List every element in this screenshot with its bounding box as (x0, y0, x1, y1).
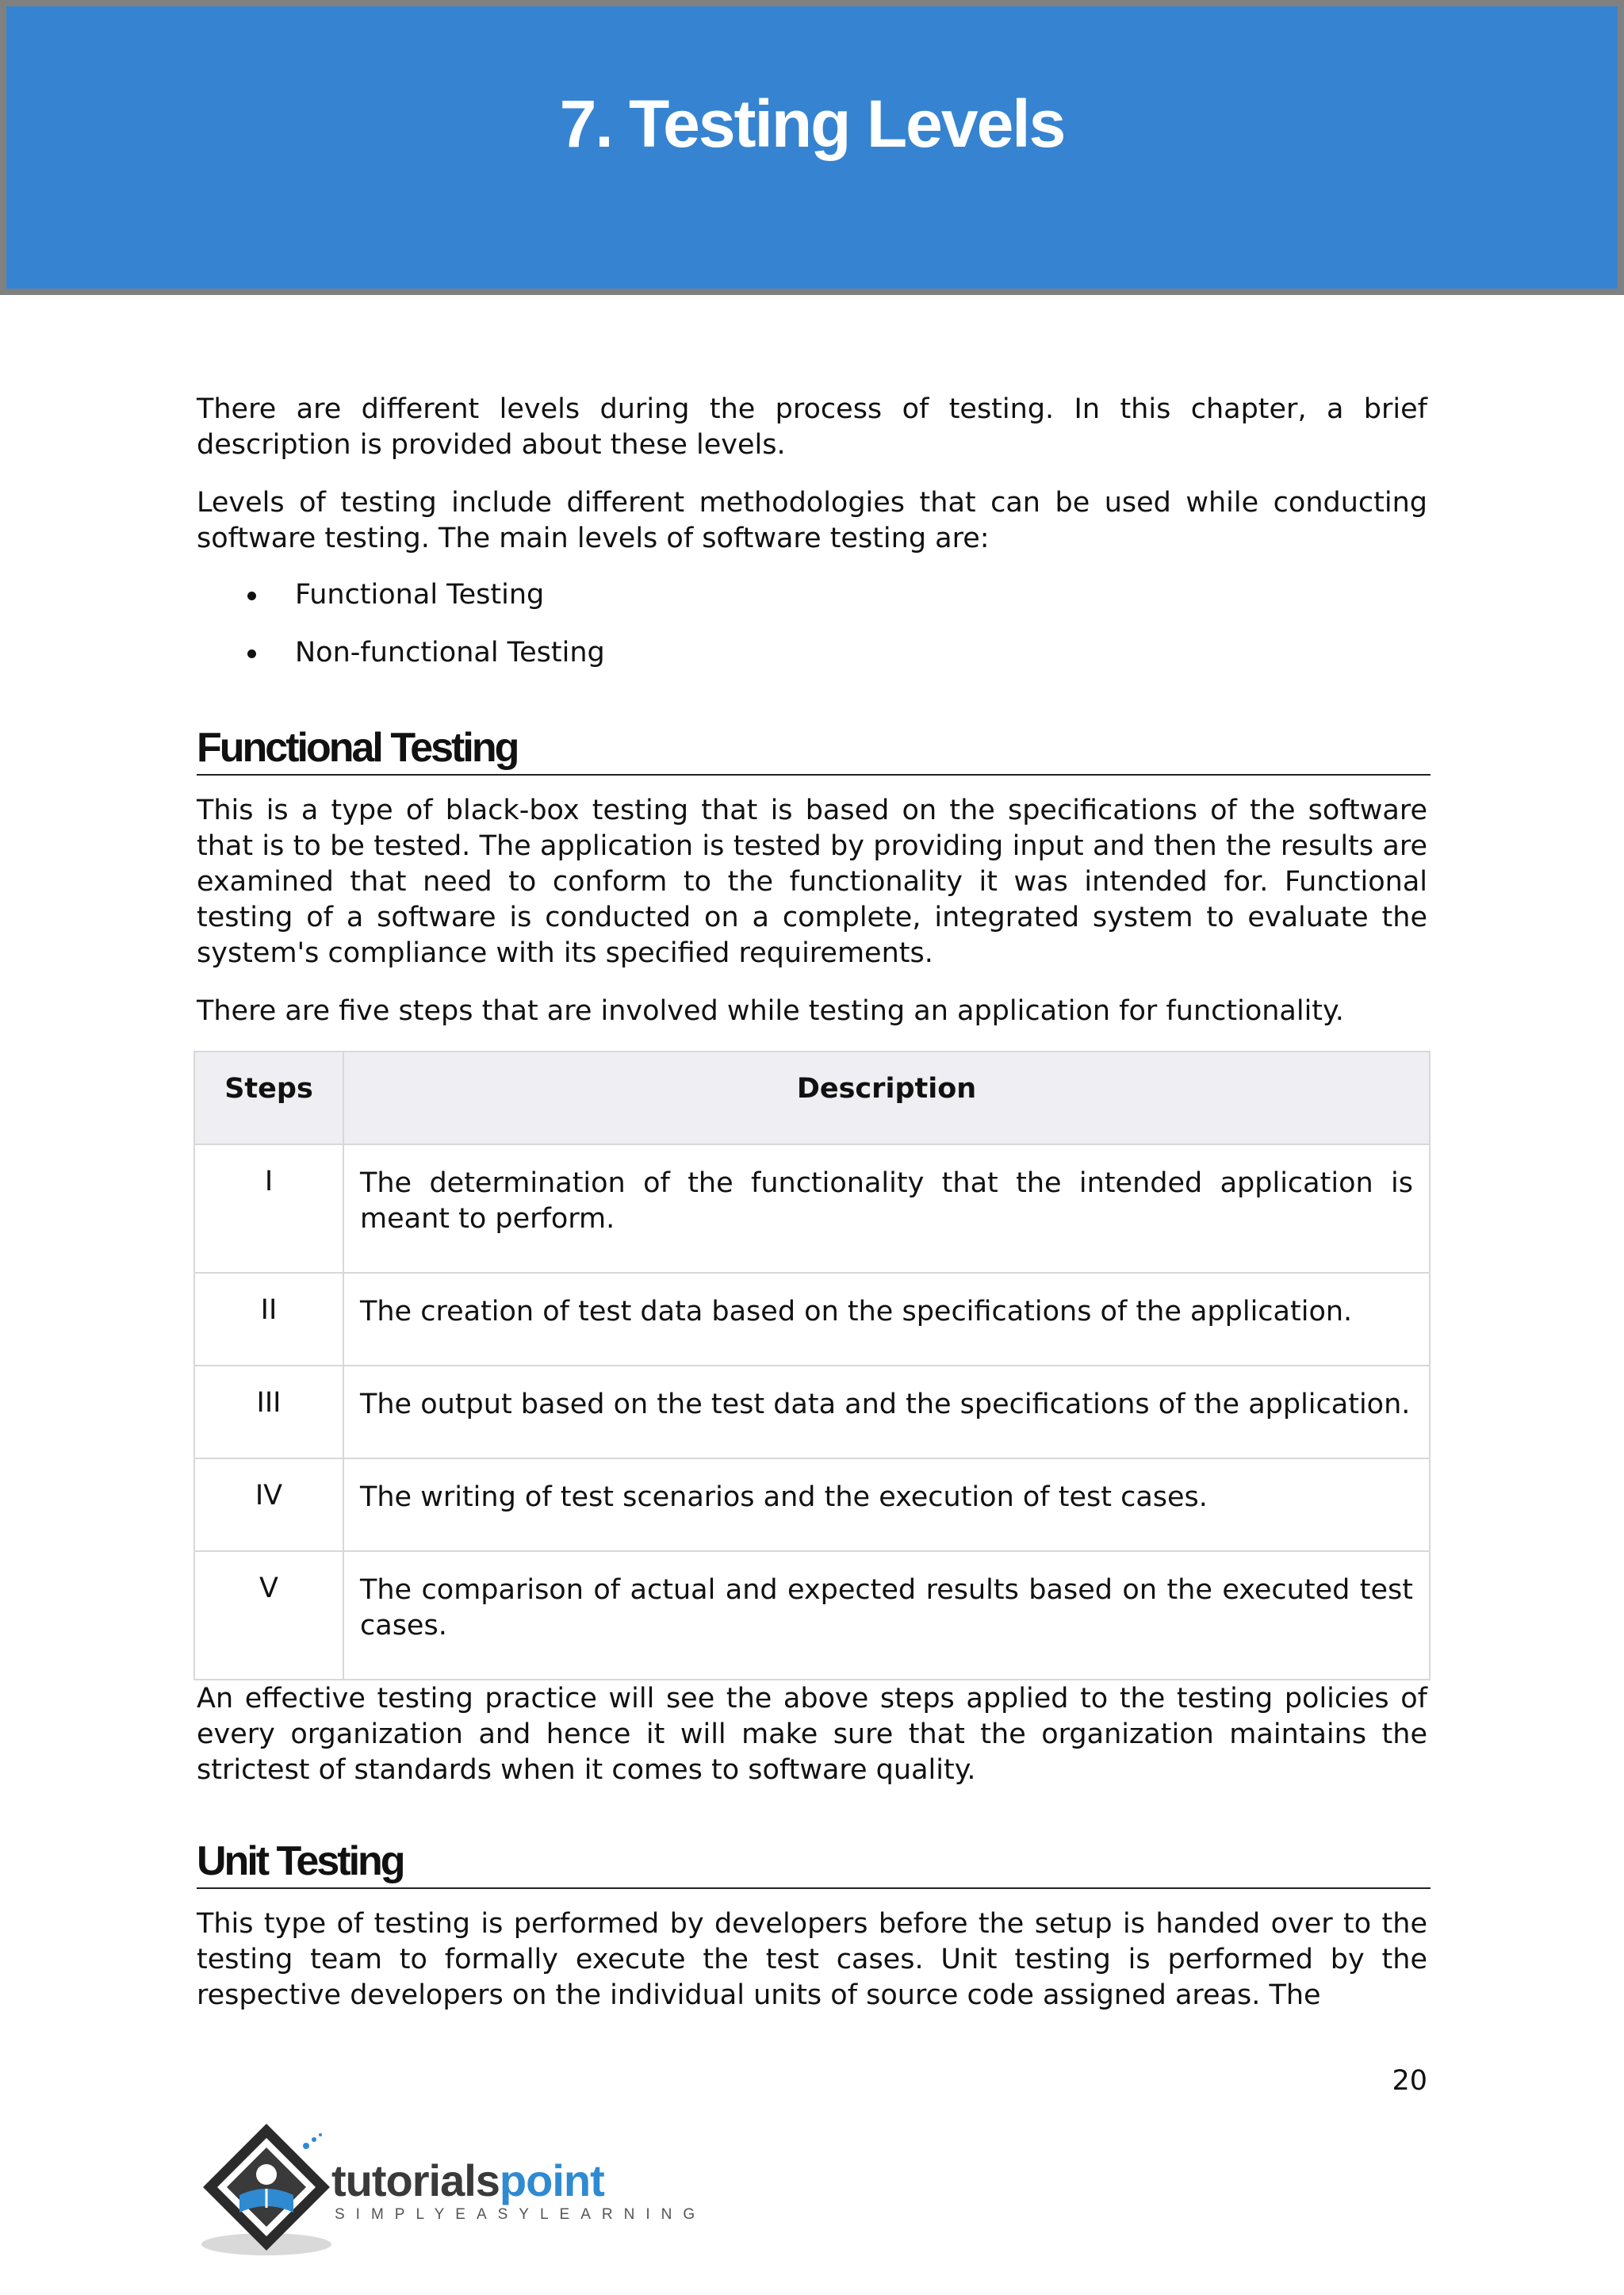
unit-paragraph-1: This type of testing is performed by developers before the setup is handed over to the testing team to formally execute the test cases. Unit testing is performed by the respective developers on the individual units of source code assigned areas. The (197, 1908, 1427, 2011)
logo-emblem-icon (195, 2119, 338, 2262)
step-description: The writing of test scenarios and the execution of test cases. (343, 1458, 1430, 1551)
step-number: II (194, 1273, 343, 1366)
table-header-row (194, 1052, 1430, 1144)
column-header-steps: Steps (194, 1052, 343, 1144)
tutorialspoint-logo (195, 2119, 707, 2262)
functional-paragraph-1: This is a type of black-box testing that is based on the specifications of the software that is to be tested. The application is tested by providing input and then the results are examined that need to conform to the functionality it was intended for. Functional testing of a software is conducted on a complete, integrated system to evaluate the system's compliance with its specified requirements. (197, 795, 1427, 969)
list-item: Functional Testing (197, 577, 605, 635)
step-number: I (194, 1144, 343, 1273)
functional-steps-table (193, 1051, 1431, 1680)
table-row (194, 1144, 1430, 1273)
intro-paragraph-1: There are different levels during the process of testing. In this chapter, a brief description is provided about these levels. (197, 393, 1427, 461)
step-number: V (194, 1551, 343, 1680)
functional-paragraph-3: An effective testing practice will see the above steps applied to the testing policies of every organization and hence it will make sure that the organization maintains the strictest of standards when it comes to software quality. (197, 1683, 1427, 1786)
bullet-icon (247, 649, 256, 658)
step-description: The determination of the functionality that the intended application is meant to perform. (343, 1144, 1430, 1273)
step-description: The output based on the test data and the specifications of the application. (343, 1366, 1430, 1458)
table-row (194, 1273, 1430, 1366)
logo-wordmark: tutorialspoint (331, 2155, 604, 2205)
section-heading-unit-testing: Unit Testing (197, 1838, 1431, 1889)
step-description: The comparison of actual and expected results based on the executed test cases. (343, 1551, 1430, 1680)
table-row (194, 1366, 1430, 1458)
testing-levels-list (197, 577, 605, 693)
section-heading-functional-testing: Functional Testing (197, 725, 1431, 776)
step-number: III (194, 1366, 343, 1458)
functional-paragraph-2: There are five steps that are involved while testing an application for functionality. (197, 995, 1344, 1027)
table-row (194, 1458, 1430, 1551)
chapter-title: 7. Testing Levels (559, 86, 1065, 161)
column-header-description: Description (343, 1052, 1430, 1144)
intro-paragraph-2: Levels of testing include different methodologies that can be used while conducting software testing. The main levels of software testing are: (197, 487, 1427, 554)
logo-tagline: SIMPLYEASYLEARNING (335, 2206, 707, 2223)
page-number: 20 (1392, 2065, 1427, 2097)
step-description: The creation of test data based on the specifications of the application. (343, 1273, 1430, 1366)
step-number: IV (194, 1458, 343, 1551)
list-item: Non-functional Testing (197, 635, 605, 693)
bullet-icon (247, 592, 256, 600)
table-row (194, 1551, 1430, 1680)
